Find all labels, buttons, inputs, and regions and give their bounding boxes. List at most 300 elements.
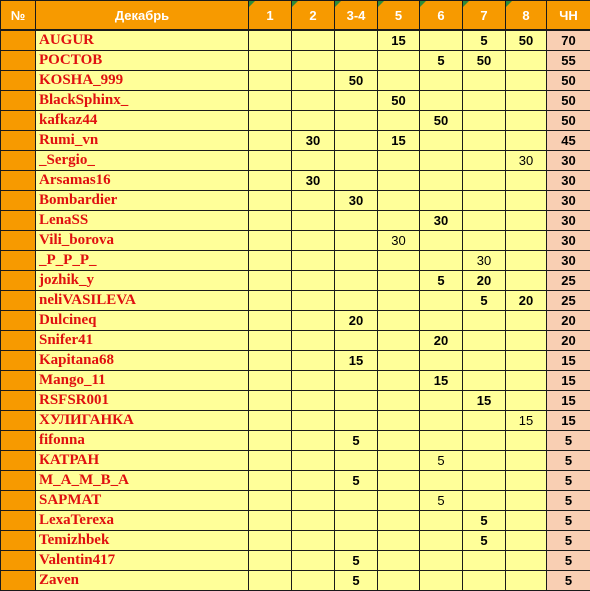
score-cell [463, 351, 506, 371]
score-cell [335, 371, 378, 391]
score-cell [463, 491, 506, 511]
table-row [1, 351, 590, 371]
total-cell: 5 [547, 531, 590, 551]
score-cell [378, 391, 420, 411]
score-cell [292, 411, 335, 431]
header-row [1, 1, 590, 31]
score-cell [335, 331, 378, 351]
score-cell [420, 30, 463, 51]
table-row [1, 271, 590, 291]
score-cell [335, 491, 378, 511]
row-number-cell [1, 331, 36, 351]
total-cell: 5 [547, 491, 590, 511]
score-cell [378, 111, 420, 131]
score-cell [506, 511, 547, 531]
row-number-cell [1, 451, 36, 471]
score-cell: 30 [292, 171, 335, 191]
score-cell [506, 371, 547, 391]
score-cell [292, 30, 335, 51]
score-cell [292, 211, 335, 231]
player-name: AUGUR [36, 30, 249, 51]
score-cell [249, 371, 292, 391]
score-cell [378, 471, 420, 491]
row-number-cell [1, 291, 36, 311]
score-cell [292, 451, 335, 471]
score-cell [506, 331, 547, 351]
score-cell [335, 111, 378, 131]
score-cell [463, 71, 506, 91]
header-day-2: 2 [292, 1, 335, 31]
score-cell [420, 511, 463, 531]
header-total: ЧН [547, 1, 590, 31]
table-row [1, 471, 590, 491]
total-cell: 5 [547, 571, 590, 591]
total-cell: 55 [547, 51, 590, 71]
score-cell [420, 531, 463, 551]
score-cell [292, 251, 335, 271]
score-cell [506, 491, 547, 511]
score-cell [249, 331, 292, 351]
player-name: neliVASILEVA [36, 291, 249, 311]
table-row [1, 171, 590, 191]
total-cell: 5 [547, 551, 590, 571]
score-cell: 30 [292, 131, 335, 151]
score-cell [378, 531, 420, 551]
score-cell [420, 71, 463, 91]
score-cell [292, 491, 335, 511]
score-cell [463, 471, 506, 491]
score-cell [420, 311, 463, 331]
score-cell [249, 211, 292, 231]
score-cell [463, 411, 506, 431]
score-cell: 50 [506, 30, 547, 51]
row-number-cell [1, 471, 36, 491]
score-cell: 30 [506, 151, 547, 171]
player-name: RSFSR001 [36, 391, 249, 411]
score-cell [378, 331, 420, 351]
score-cell: 15 [420, 371, 463, 391]
score-cell [420, 411, 463, 431]
score-cell [335, 91, 378, 111]
total-cell: 50 [547, 71, 590, 91]
score-cell [249, 271, 292, 291]
table-row [1, 231, 590, 251]
row-number-cell [1, 311, 36, 331]
header-number: № [1, 1, 36, 31]
score-cell [506, 191, 547, 211]
score-cell [249, 291, 292, 311]
score-cell [249, 531, 292, 551]
player-name: Vili_borova [36, 231, 249, 251]
total-cell: 50 [547, 91, 590, 111]
score-cell [420, 171, 463, 191]
row-number-cell [1, 511, 36, 531]
total-cell: 5 [547, 431, 590, 451]
score-cell [506, 251, 547, 271]
score-cell [463, 371, 506, 391]
table-row [1, 391, 590, 411]
row-number-cell [1, 191, 36, 211]
score-cell: 30 [378, 231, 420, 251]
player-name: ХУЛИГАНКА [36, 411, 249, 431]
score-cell [506, 211, 547, 231]
table-row [1, 30, 590, 51]
score-cell [463, 571, 506, 591]
score-cell [378, 571, 420, 591]
score-cell [463, 171, 506, 191]
score-cell [420, 551, 463, 571]
score-cell [506, 111, 547, 131]
player-name: Zaven [36, 571, 249, 591]
row-number-cell [1, 271, 36, 291]
player-name: _Sergio_ [36, 151, 249, 171]
score-cell: 5 [463, 531, 506, 551]
table-row [1, 531, 590, 551]
score-cell [292, 391, 335, 411]
score-cell [292, 291, 335, 311]
table-row [1, 131, 590, 151]
score-cell: 15 [378, 30, 420, 51]
row-number-cell [1, 30, 36, 51]
total-cell: 15 [547, 351, 590, 371]
score-cell [335, 231, 378, 251]
player-name: LenaSS [36, 211, 249, 231]
score-cell: 15 [463, 391, 506, 411]
score-cell: 5 [420, 451, 463, 471]
score-cell: 50 [463, 51, 506, 71]
total-cell: 30 [547, 231, 590, 251]
score-cell [378, 51, 420, 71]
score-cell [506, 571, 547, 591]
score-cell [420, 251, 463, 271]
score-cell [378, 191, 420, 211]
row-number-cell [1, 531, 36, 551]
header-day-8: 8 [506, 1, 547, 31]
score-cell: 20 [463, 271, 506, 291]
score-cell [506, 431, 547, 451]
score-cell [506, 351, 547, 371]
score-cell [506, 311, 547, 331]
score-cell [292, 511, 335, 531]
score-cell: 20 [420, 331, 463, 351]
score-cell [335, 391, 378, 411]
table-row [1, 71, 590, 91]
table-row [1, 511, 590, 531]
score-cell [506, 271, 547, 291]
score-cell [420, 471, 463, 491]
table-row [1, 51, 590, 71]
score-cell: 50 [378, 91, 420, 111]
player-name: kafkaz44 [36, 111, 249, 131]
score-cell [249, 151, 292, 171]
score-cell [249, 411, 292, 431]
player-name: BlackSphinx_ [36, 91, 249, 111]
score-cell [292, 91, 335, 111]
score-cell [292, 571, 335, 591]
score-cell: 30 [463, 251, 506, 271]
score-cell [463, 431, 506, 451]
score-cell [420, 131, 463, 151]
score-cell: 5 [335, 551, 378, 571]
row-number-cell [1, 231, 36, 251]
score-cell [335, 451, 378, 471]
score-cell [249, 91, 292, 111]
score-cell [249, 351, 292, 371]
score-cell: 20 [335, 311, 378, 331]
score-cell: 5 [420, 491, 463, 511]
score-cell [506, 131, 547, 151]
player-name: Dulcineq [36, 311, 249, 331]
score-cell [378, 211, 420, 231]
score-cell [249, 431, 292, 451]
score-cell [463, 111, 506, 131]
score-cell: 5 [463, 291, 506, 311]
total-cell: 70 [547, 30, 590, 51]
total-cell: 50 [547, 111, 590, 131]
player-name: _P_P_P_ [36, 251, 249, 271]
score-cell: 5 [335, 571, 378, 591]
total-cell: 25 [547, 291, 590, 311]
row-number-cell [1, 251, 36, 271]
total-cell: 30 [547, 211, 590, 231]
score-cell [378, 71, 420, 91]
score-cell [335, 511, 378, 531]
score-cell [292, 271, 335, 291]
score-cell [378, 511, 420, 531]
score-cell: 5 [335, 431, 378, 451]
score-cell [506, 551, 547, 571]
score-cell [335, 131, 378, 151]
header-month: Декабрь [36, 1, 249, 31]
score-cell [463, 211, 506, 231]
score-cell [463, 451, 506, 471]
player-name: LexaTerexa [36, 511, 249, 531]
score-cell: 15 [378, 131, 420, 151]
total-cell: 5 [547, 451, 590, 471]
row-number-cell [1, 211, 36, 231]
score-cell [378, 311, 420, 331]
score-cell [292, 351, 335, 371]
table-row [1, 411, 590, 431]
score-cell [463, 151, 506, 171]
player-name: Valentin417 [36, 551, 249, 571]
score-cell [378, 431, 420, 451]
score-cell [249, 30, 292, 51]
table-row [1, 91, 590, 111]
row-number-cell [1, 51, 36, 71]
score-cell [378, 351, 420, 371]
table-row [1, 211, 590, 231]
header-day-5: 5 [378, 1, 420, 31]
header-day-1: 1 [249, 1, 292, 31]
score-cell [335, 251, 378, 271]
score-cell [420, 231, 463, 251]
score-cell [249, 391, 292, 411]
score-cell [292, 371, 335, 391]
table-row [1, 491, 590, 511]
score-cell [335, 30, 378, 51]
score-cell [463, 191, 506, 211]
score-cell [249, 571, 292, 591]
score-cell [292, 231, 335, 251]
score-cell [292, 531, 335, 551]
score-cell: 5 [420, 51, 463, 71]
total-cell: 30 [547, 251, 590, 271]
score-cell [420, 91, 463, 111]
table-row [1, 431, 590, 451]
score-cell [249, 551, 292, 571]
table-row [1, 111, 590, 131]
score-cell: 5 [335, 471, 378, 491]
total-cell: 5 [547, 471, 590, 491]
score-cell [292, 151, 335, 171]
score-cell [420, 391, 463, 411]
table-row [1, 331, 590, 351]
score-cell [249, 511, 292, 531]
score-cell [335, 411, 378, 431]
score-cell [292, 71, 335, 91]
score-cell [292, 111, 335, 131]
score-cell: 5 [463, 511, 506, 531]
score-cell [249, 491, 292, 511]
table-row [1, 311, 590, 331]
row-number-cell [1, 491, 36, 511]
score-cell [335, 171, 378, 191]
row-number-cell [1, 351, 36, 371]
score-cell [378, 411, 420, 431]
score-cell [292, 311, 335, 331]
header-day-7: 7 [463, 1, 506, 31]
score-cell: 50 [420, 111, 463, 131]
row-number-cell [1, 571, 36, 591]
score-cell [506, 171, 547, 191]
score-cell [249, 311, 292, 331]
total-cell: 30 [547, 171, 590, 191]
player-name: SAPMAT [36, 491, 249, 511]
player-name: Rumi_vn [36, 131, 249, 151]
score-cell [420, 191, 463, 211]
row-number-cell [1, 371, 36, 391]
player-name: Arsamas16 [36, 171, 249, 191]
score-cell [378, 151, 420, 171]
score-cell [378, 451, 420, 471]
score-cell [335, 271, 378, 291]
total-cell: 30 [547, 151, 590, 171]
score-cell [420, 431, 463, 451]
score-cell [378, 551, 420, 571]
total-cell: 20 [547, 311, 590, 331]
score-cell [506, 51, 547, 71]
score-cell [463, 551, 506, 571]
score-cell [378, 251, 420, 271]
score-cell [249, 71, 292, 91]
total-cell: 5 [547, 511, 590, 531]
row-number-cell [1, 91, 36, 111]
table-row [1, 151, 590, 171]
player-name: Temizhbek [36, 531, 249, 551]
table-row [1, 191, 590, 211]
score-cell [506, 231, 547, 251]
total-cell: 15 [547, 411, 590, 431]
score-cell [249, 191, 292, 211]
score-cell [335, 291, 378, 311]
total-cell: 45 [547, 131, 590, 151]
score-cell [249, 471, 292, 491]
row-number-cell [1, 431, 36, 451]
total-cell: 30 [547, 191, 590, 211]
score-cell [506, 531, 547, 551]
header-day-6: 6 [420, 1, 463, 31]
total-cell: 15 [547, 391, 590, 411]
score-cell [463, 331, 506, 351]
score-cell [292, 551, 335, 571]
score-cell [506, 471, 547, 491]
total-cell: 15 [547, 371, 590, 391]
score-cell: 5 [463, 30, 506, 51]
player-name: Kapitana68 [36, 351, 249, 371]
row-number-cell [1, 111, 36, 131]
score-cell [463, 311, 506, 331]
row-number-cell [1, 391, 36, 411]
score-cell [378, 491, 420, 511]
score-cell [249, 451, 292, 471]
table-body [1, 30, 590, 591]
score-cell [420, 291, 463, 311]
score-cell [506, 91, 547, 111]
score-cell [335, 531, 378, 551]
table-row [1, 371, 590, 391]
score-cell [249, 111, 292, 131]
score-cell [420, 351, 463, 371]
score-cell: 30 [335, 191, 378, 211]
row-number-cell [1, 131, 36, 151]
score-cell [378, 371, 420, 391]
score-cell: 20 [506, 291, 547, 311]
score-cell [420, 151, 463, 171]
score-cell [292, 331, 335, 351]
score-cell [292, 431, 335, 451]
score-cell: 50 [335, 71, 378, 91]
player-name: Snifer41 [36, 331, 249, 351]
score-cell: 15 [506, 411, 547, 431]
score-cell [249, 131, 292, 151]
score-cell [506, 71, 547, 91]
score-cell [378, 271, 420, 291]
total-cell: 25 [547, 271, 590, 291]
score-cell [249, 51, 292, 71]
score-cell: 30 [420, 211, 463, 231]
score-cell [292, 51, 335, 71]
score-cell [378, 171, 420, 191]
player-name: РОСТОВ [36, 51, 249, 71]
player-name: КАТРАН [36, 451, 249, 471]
row-number-cell [1, 71, 36, 91]
row-number-cell [1, 411, 36, 431]
score-cell [463, 231, 506, 251]
player-name: Bombardier [36, 191, 249, 211]
score-cell: 5 [420, 271, 463, 291]
total-cell: 20 [547, 331, 590, 351]
score-cell [463, 131, 506, 151]
score-cell [249, 171, 292, 191]
table-row [1, 571, 590, 591]
row-number-cell [1, 551, 36, 571]
table-row [1, 291, 590, 311]
player-name: fifonna [36, 431, 249, 451]
score-cell [249, 251, 292, 271]
score-cell [335, 51, 378, 71]
score-cell [335, 211, 378, 231]
